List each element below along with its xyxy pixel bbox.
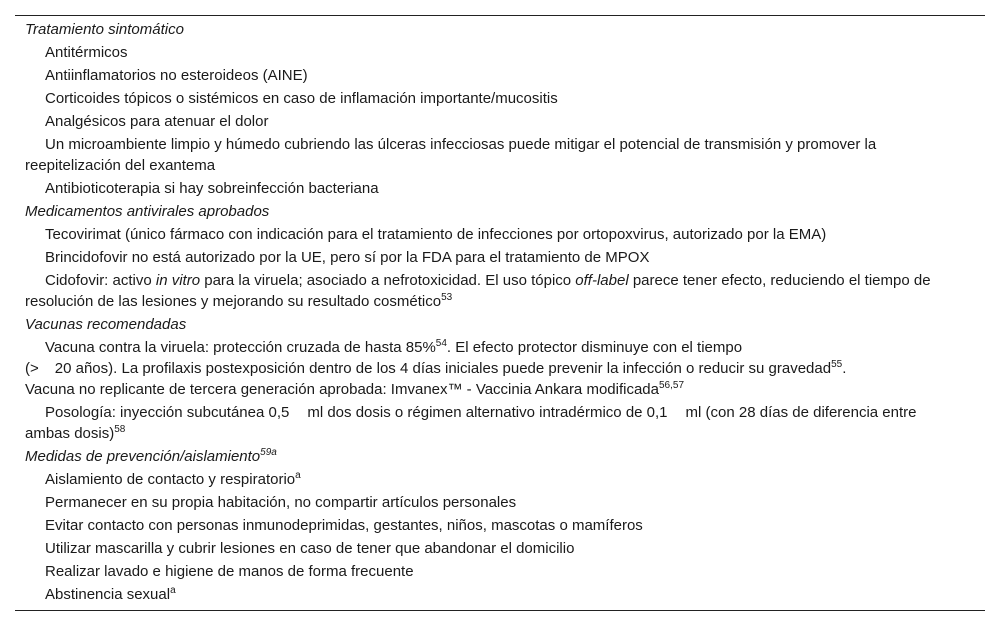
list-item-cidofovir: Cidofovir: activo in vitro para la viruela; asociado a nefrotoxicidad. El uso tópico off-label parece tener efecto, reduciendo el tiempo de resolución de las lesiones y mejorando su resultado cosmético$^{53}$	[25, 272, 931, 310]
section-title-vacunas: Vacunas recomendadas	[25, 316, 187, 333]
reference-marker: 56,57	[658, 380, 685, 391]
list-item: Evitar contacto con personas inmunodeprimidas, gestantes, niños, mascotas o mamíferos	[45, 517, 643, 534]
section-title-prevencion: Medidas de prevención/aislamiento$^{59a}$	[25, 447, 277, 465]
reference-marker: 58	[114, 424, 126, 435]
reference-marker: 59a	[260, 447, 277, 458]
footnote-marker: a	[295, 470, 301, 481]
list-item: Utilizar mascarilla y cubrir lesiones en caso de tener que abandonar el domicilio	[45, 540, 575, 557]
list-item: Antitérmicos	[45, 44, 128, 61]
section-title-antivirales: Medicamentos antivirales aprobados	[25, 203, 270, 220]
list-item: Antiinflamatorios no esteroideos (AINE)	[45, 67, 308, 84]
list-item-tecovirimat: Tecovirimat (único fármaco con indicación para el tratamiento de infecciones por ortopoxvirus, autorizado por la EMA)	[45, 226, 827, 243]
list-item: Analgésicos para atenuar el dolor	[45, 113, 269, 130]
section-title-sintomatico: Tratamiento sintomático	[25, 21, 184, 38]
list-item-posologia: Posología: inyección subcutánea 0,5 ml dos dosis o régimen alternativo intradérmico de 0,1 ml (con 28 días de diferencia entre ambas dosis)$^{58}$	[25, 404, 917, 442]
list-item-brincidofovir: Brincidofovir no está autorizado por la UE, pero sí por la FDA para el tratamiento de MPOX	[45, 249, 650, 266]
reference-marker: 55	[831, 359, 843, 370]
list-item: Un microambiente limpio y húmedo cubriendo las úlceras infecciosas puede mitigar el potencial de transmisión y promover la reepitelización del exantema	[25, 136, 877, 174]
list-item-vacuna-viruela: Vacuna contra la viruela: protección cruzada de hasta 85%$^{54}$. El efecto protector disminuye con el tiempo (> 20 años). La profilaxis postexposición dentro de los 4 días iniciales puede prevenir la infección o reducir su gravedad$^{55}$. Vacuna no replicante de tercera generación aprobada: Imvanex™ - Vaccinia Ankara modificada$^{56,57}$	[25, 338, 847, 398]
list-item: Permanecer en su propia habitación, no compartir artículos personales	[45, 494, 517, 511]
reference-marker: 54	[435, 338, 447, 349]
list-item: Corticoides tópicos o sistémicos en caso de inflamación importante/mucositis	[45, 90, 558, 107]
list-item-aislamiento: Aislamiento de contacto y respiratorio$^a$	[45, 470, 301, 488]
footnote-marker: a	[170, 585, 176, 596]
list-item-abstinencia: Abstinencia sexual$^a$	[45, 585, 176, 603]
list-item: Realizar lavado e higiene de manos de forma frecuente	[45, 563, 414, 580]
list-item: Antibioticoterapia si hay sobreinfección bacteriana	[45, 180, 379, 197]
treatment-table	[15, 15, 985, 611]
reference-marker: 53	[441, 292, 453, 303]
